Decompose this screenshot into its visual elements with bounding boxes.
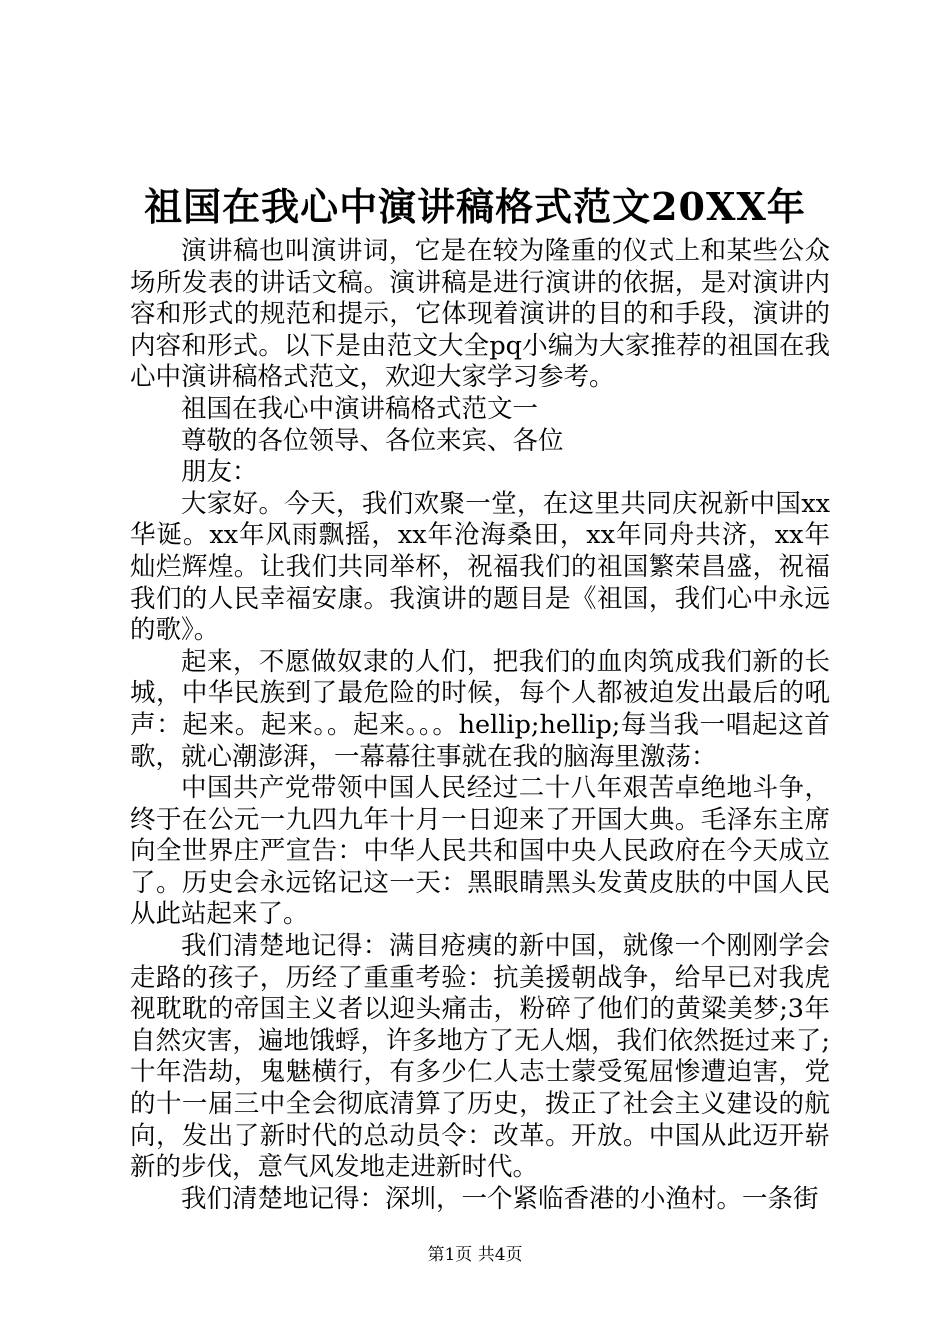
paragraph-salutation-friends: 朋友： [181,457,258,488]
paragraph-shenzhen: 我们清楚地记得：深圳，一个紧临香港的小渔村。一条街 [181,1183,819,1214]
paragraph-founding: 中国共产党带领中国人民经过二十八年艰苦卓绝地斗争，终于在公元一九四九年十月一日迎来了开国大典。毛泽东主席向全世界庄严宣告：中华人民共和国中央人民政府在今天成立了。历史会永远铭记这一天：黑眼睛黑头发黄皮肤的中国人民从此站起来了。 [130,773,830,930]
paragraph-section-heading: 祖国在我心中演讲稿格式范文一 [181,393,539,424]
paragraph-intro: 演讲稿也叫演讲词，它是在较为隆重的仪式上和某些公众场所发表的讲话文稿。演讲稿是进行演讲的依据，是对演讲内容和形式的规范和提示，它体现着演讲的目的和手段，演讲的内容和形式。以下是由范文大全pq小编为大家推荐的祖国在我心中演讲稿格式范文，欢迎大家学习参考。 [130,236,830,393]
document-title: 祖国在我心中演讲稿格式范文20XX年 [144,184,806,229]
paragraph-greeting: 大家好。今天，我们欢聚一堂，在这里共同庆祝新中国xx华诞。xx年风雨飘摇，xx年沧海桑田，xx年同舟共济，xx年灿烂辉煌。让我们共同举杯，祝福我们的祖国繁荣昌盛，祝福我们的人民幸福安康。我演讲的题目是《祖国，我们心中永远的歌》。 [130,488,830,646]
paragraph-history: 我们清楚地记得：满目疮痍的新中国，就像一个刚刚学会走路的孩子，历经了重重考验：抗美援朝战争，给早已对我虎视耽耽的帝国主义者以迎头痛击，粉碎了他们的黄粱美梦;3年自然灾害，遍地饿蜉，许多地方了无人烟，我们依然挺过来了;十年浩劫，鬼魅横行，有多少仁人志士蒙受冤屈惨遭迫害，党的十一届三中全会彻底清算了历史，拨正了社会主义建设的航向，发出了新时代的总动员令：改革。开放。中国从此迈开崭新的步伐，意气风发地走进新时代。 [130,931,830,1183]
document-body [130,236,830,1215]
paragraph-salutation: 尊敬的各位领导、各位来宾、各位 [181,425,564,456]
paragraph-anthem: 起来，不愿做奴隶的人们，把我们的血肉筑成我们新的长城，中华民族到了最危险的时候，每个人都被迫发出最后的吼声：起来。起来。。起来。。。hellip;hellip;每当我一唱起这首歌，就心潮澎湃，一幕幕往事就在我的脑海里激荡： [130,646,830,772]
page-footer: 第1页 共4页 [427,1245,523,1265]
